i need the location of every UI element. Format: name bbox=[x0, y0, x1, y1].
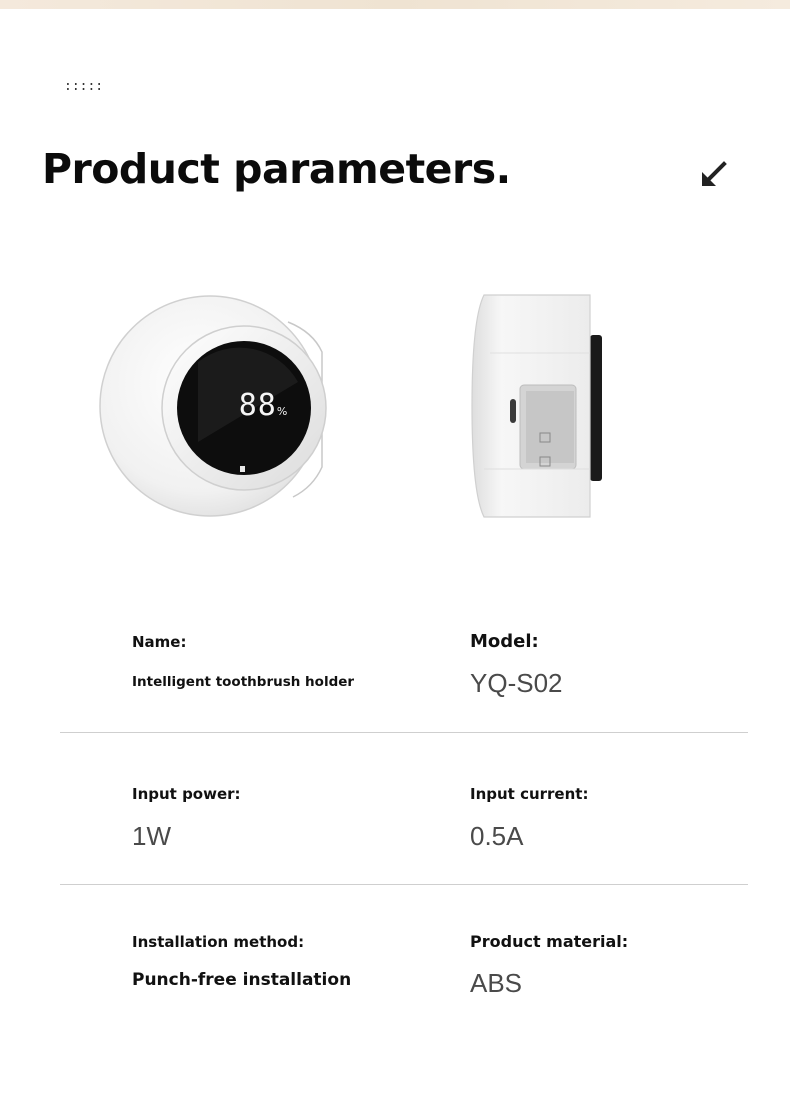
decorative-dots: ::::: bbox=[64, 79, 104, 94]
battery-reading: 88 bbox=[238, 388, 277, 423]
page-title: Product parameters. bbox=[42, 145, 511, 193]
name-value: Intelligent toothbrush holder bbox=[132, 674, 355, 690]
input-current-value: 0.5A bbox=[470, 821, 524, 851]
arrow-down-left-icon bbox=[700, 160, 728, 188]
product-side-image bbox=[470, 293, 606, 519]
divider-1 bbox=[60, 732, 748, 733]
battery-unit: % bbox=[276, 405, 288, 418]
input-power-value: 1W bbox=[132, 821, 171, 851]
installation-method-label: Installation method: bbox=[132, 933, 305, 951]
product-material-label: Product material: bbox=[470, 932, 629, 951]
name-label: Name: bbox=[132, 633, 187, 651]
installation-method-value: Punch-free installation bbox=[132, 970, 352, 990]
model-value: YQ-S02 bbox=[470, 668, 563, 698]
product-material-value: ABS bbox=[470, 968, 523, 998]
battery-display bbox=[218, 388, 308, 428]
model-label: Model: bbox=[470, 631, 539, 652]
divider-2 bbox=[60, 884, 748, 885]
top-accent-bar bbox=[0, 0, 790, 9]
input-current-label: Input current: bbox=[470, 785, 589, 803]
input-power-label: Input power: bbox=[132, 785, 241, 803]
